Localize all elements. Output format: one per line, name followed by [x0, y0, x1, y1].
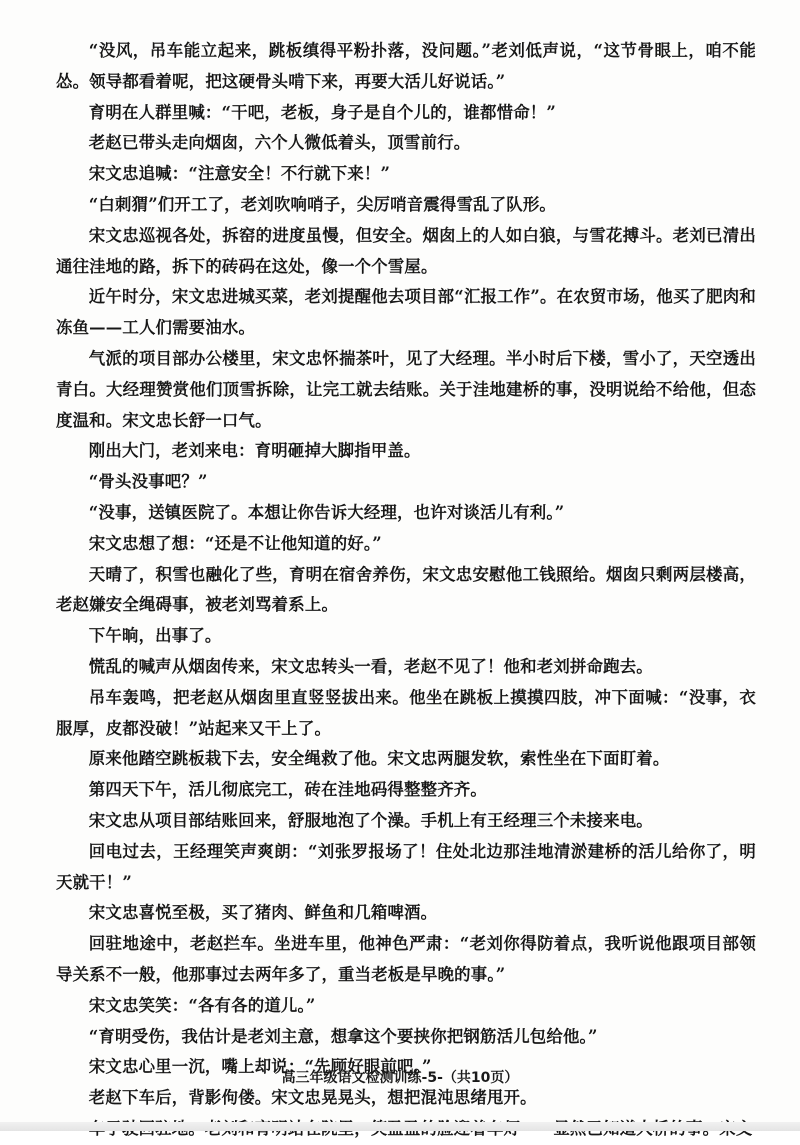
- paragraph: “没风，吊车能立起来，跳板缜得平粉扑落，没问题。”老刘低声说，“这节骨眼上，咱不能怂。领导都看着呢，把这硬骨头啃下来，再要大活儿好说话。”: [56, 41, 756, 91]
- paragraph: 宋文忠喜悦至极，买了猪肉、鲜鱼和几箱啤酒。: [88, 903, 438, 923]
- paragraph: 气派的项目部办公楼里，宋文忠怀揣茶叶，见了大经理。半小时后下楼，雪小了，天空透出青白。大经理赞赏他们顶雪拆除，让完工就去结账。关于洼地建桥的事，没明说给不给他，但态度温和。宋文忠长舒一口气。: [56, 348, 756, 430]
- page-footer: 高三年级语文检测训练-5-（共10页）: [281, 1070, 519, 1086]
- paragraph: 第四天下午，活儿彻底完工，砖在洼地码得整整齐齐。: [88, 780, 487, 800]
- paragraph: 老赵下车后，背影佝偻。宋文忠晃晃头，想把混沌思绪甩开。: [88, 1088, 537, 1108]
- paragraph: 宋文忠巡视各处，拆窑的进度虽慢，但安全。烟囱上的人如白狼，与雪花搏斗。老刘已清出通往洼地的路，拆下的砖码在这处，像一个个雪屋。: [56, 225, 756, 276]
- paragraph: 宋文忠从项目部结账回来，舒服地泡了个澡。手机上有王经理三个未接来电。: [88, 810, 653, 830]
- paragraph: 近午时分，宋文忠进城买菜，老刘提醒他去项目部“汇报工作”。在农贸市场，他买了肥肉和冻鱼——工人们需要油水。: [56, 287, 756, 338]
- paragraph: 天晴了，积雪也融化了些，育明在宿舍养伤，宋文忠安慰他工钱照给。烟囱只剩两层楼高，老赵嫌安全绳碍事，被老刘骂着系上。: [56, 564, 756, 615]
- paragraph: 下午晌，出事了。: [88, 626, 222, 646]
- paragraph: 慌乱的喊声从烟囱传来，宋文忠转头一看，老赵不见了！他和老刘拼命跑去。: [88, 656, 653, 676]
- paragraph: 回驻地途中，老赵拦车。坐进车里，他神色严肃：“老刘你得防着点，我听说他跟项目部领导关系不一般，他那事过去两年多了，重当老板是早晚的事。”: [56, 934, 756, 984]
- page-edge: [0, 1122, 800, 1131]
- paragraph: 宋文忠心里一沉，嘴上却说：“先顾好眼前吧。”: [88, 1057, 432, 1077]
- paragraph: 老赵已带头走向烟囱，六个人微低着头，顶雪前行。: [88, 133, 471, 153]
- paragraph: “没事，送镇医院了。本想让你告诉大经理，也许对谈活儿有利。”: [88, 502, 565, 522]
- paragraph: 宋文忠笑笑：“各有各的道儿。”: [88, 995, 316, 1015]
- paragraph: “白刺猬”们开工了，老刘吹响哨子，尖厉哨音震得雪乱了队形。: [88, 194, 556, 214]
- paragraph: 宋文忠想了想：“还是不让他知道的好。”: [88, 533, 382, 553]
- paragraph: 回电过去，王经理笑声爽朗：“刘张罗报场了！住处北边那洼地清淤建桥的活儿给你了，明天就干！”: [56, 841, 756, 892]
- paragraph: 原来他踏空跳板栽下去，安全绳救了他。宋文忠两腿发软，索性坐在下面盯着。: [88, 749, 670, 769]
- paragraph: 刚出大门，老刘来电：育明砸掉大脚指甲盖。: [88, 441, 421, 461]
- paragraph: “育明受伤，我估计是老刘主意，想拿这个要挟你把钢筋活儿包给他。”: [88, 1026, 598, 1046]
- story-text: [56, 36, 756, 1145]
- paragraph: 吊车轰鸣，把老赵从烟囱里直竖竖拔出来。他坐在跳板上摸摸四肢，冲下面喊：“没事，衣服厚，皮都没破！”站起来又干上了。: [56, 687, 756, 738]
- paragraph: 育明在人群里喊：“干吧，老板，身子是自个儿的，谁都惜命！”: [88, 102, 556, 122]
- paragraph: “骨头没事吧？”: [88, 472, 208, 492]
- paragraph: 宋文忠追喊：“注意安全！不行就下来！”: [88, 164, 391, 184]
